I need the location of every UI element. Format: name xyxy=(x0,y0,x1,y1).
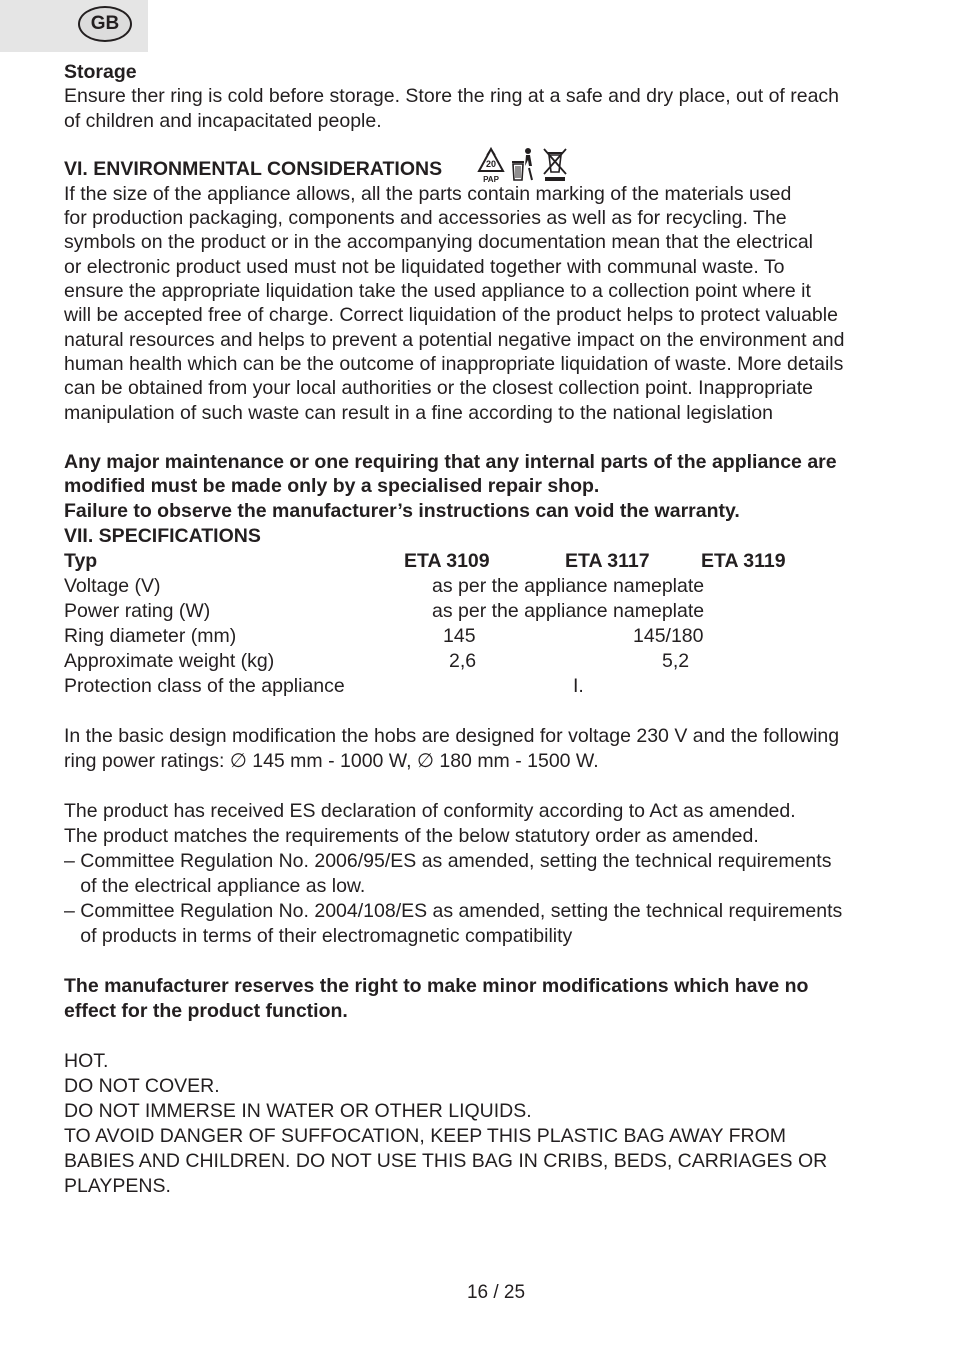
environment-line: If the size of the appliance allows, all the parts contain marking of the materials used xyxy=(64,183,792,205)
recycle-code: PAP xyxy=(483,175,499,184)
conformity-line: The product matches the requirements of the below statutory order as amended. xyxy=(64,825,759,847)
warning-line: Any major maintenance or one requiring that any internal parts of the appliance are xyxy=(64,451,837,473)
warning-line: Failure to observe the manufacturer’s instructions can void the warranty. xyxy=(64,500,740,522)
spec-row-value: as per the appliance nameplate xyxy=(432,575,705,597)
spec-row-label: Voltage (V) xyxy=(64,575,161,597)
conformity-line: of products in terms of their electromagnetic compatibility xyxy=(64,925,573,947)
spec-typ-label: Typ xyxy=(64,550,98,572)
environment-line: can be obtained from your local authorities or the closest collection point. Inappropriate xyxy=(64,377,814,399)
language-tab xyxy=(0,0,148,52)
manufacturer-line: effect for the product function. xyxy=(64,1000,348,1022)
spec-model: ETA 3119 xyxy=(701,550,786,572)
conformity-line: of the electrical appliance as low. xyxy=(64,875,366,897)
environment-line: symbols on the product or in the accompanying documentation mean that the electrical xyxy=(64,231,814,253)
environment-heading-text: VI. ENVIRONMENTAL CONSIDERATIONS xyxy=(64,158,443,180)
warning-line: modified must be made only by a specialised repair shop. xyxy=(64,475,600,497)
spec-row-label: Approximate weight (kg) xyxy=(64,650,275,672)
environment-line: ensure the appropriate liquidation take the used appliance to a collection point where it xyxy=(64,280,811,302)
design-line: ring power ratings: ∅ 145 mm - 1000 W, ∅ 180 mm - 1500 W. xyxy=(64,750,599,772)
spec-row-label: Protection class of the appliance xyxy=(64,675,345,697)
spec-row-value: I. xyxy=(573,675,584,697)
recycling-pap-20-icon xyxy=(476,146,506,184)
specs-heading: VII. SPECIFICATIONS xyxy=(64,525,261,547)
page-number: 16 / 25 xyxy=(466,1282,526,1303)
environment-line: for production packaging, components and accessories as well as for recycling. The xyxy=(64,207,787,229)
environment-line: natural resources and helps to prevent a potential negative impact on the environment and xyxy=(64,329,845,351)
environment-line: manipulation of such waste can result in a fine according to the national legislation xyxy=(64,402,773,424)
spec-row-value: 145/180 xyxy=(633,625,704,647)
spec-row-label: Power rating (W) xyxy=(64,600,211,622)
storage-line: Ensure ther ring is cold before storage. Store the ring at a safe and dry place, out of reach xyxy=(64,85,840,107)
crossed-bin-icon xyxy=(540,146,570,184)
environment-heading xyxy=(64,157,442,182)
spec-row-value: as per the appliance nameplate xyxy=(432,600,705,622)
design-line: In the basic design modification the hobs are designed for voltage 230 V and the following xyxy=(64,725,840,747)
environment-line: or electronic product used must not be liquidated together with communal waste. To xyxy=(64,256,785,278)
spec-model: ETA 3109 xyxy=(404,550,490,572)
trash-recycling-icon xyxy=(508,146,538,184)
spec-model: ETA 3117 xyxy=(565,550,650,572)
caution-line: DO NOT IMMERSE IN WATER OR OTHER LIQUIDS. xyxy=(64,1100,532,1122)
spec-row-label: Ring diameter (mm) xyxy=(64,625,237,647)
caution-line: HOT. xyxy=(64,1050,109,1072)
conformity-line: – Committee Regulation No. 2006/95/ES as amended, setting the technical requirements xyxy=(64,850,832,872)
caution-line: PLAYPENS. xyxy=(64,1175,171,1197)
caution-line: TO AVOID DANGER OF SUFFOCATION, KEEP THIS PLASTIC BAG AWAY FROM xyxy=(64,1125,786,1147)
spec-row-value: 145 xyxy=(443,625,476,647)
caution-line: BABIES AND CHILDREN. DO NOT USE THIS BAG IN CRIBS, BEDS, CARRIAGES OR xyxy=(64,1150,828,1172)
manufacturer-line: The manufacturer reserves the right to make minor modifications which have no xyxy=(64,975,809,997)
spec-row-value: 2,6 xyxy=(449,650,477,672)
conformity-line: – Committee Regulation No. 2004/108/ES as amended, setting the technical requirements xyxy=(64,900,843,922)
environment-line: human health which can be the outcome of inappropriate liquidation of waste. More details xyxy=(64,353,844,375)
conformity-line: The product has received ES declaration of conformity according to Act as amended. xyxy=(64,800,796,822)
environment-line: will be accepted free of charge. Correct liquidation of the product helps to protect valuable xyxy=(64,304,838,326)
language-badge: GB xyxy=(78,6,132,42)
recycle-number: 20 xyxy=(485,159,497,169)
caution-line: DO NOT COVER. xyxy=(64,1075,220,1097)
environment-icons xyxy=(476,146,570,184)
storage-heading: Storage xyxy=(64,61,137,83)
spec-row-value: 5,2 xyxy=(662,650,690,672)
storage-line: of children and incapacitated people. xyxy=(64,110,382,132)
